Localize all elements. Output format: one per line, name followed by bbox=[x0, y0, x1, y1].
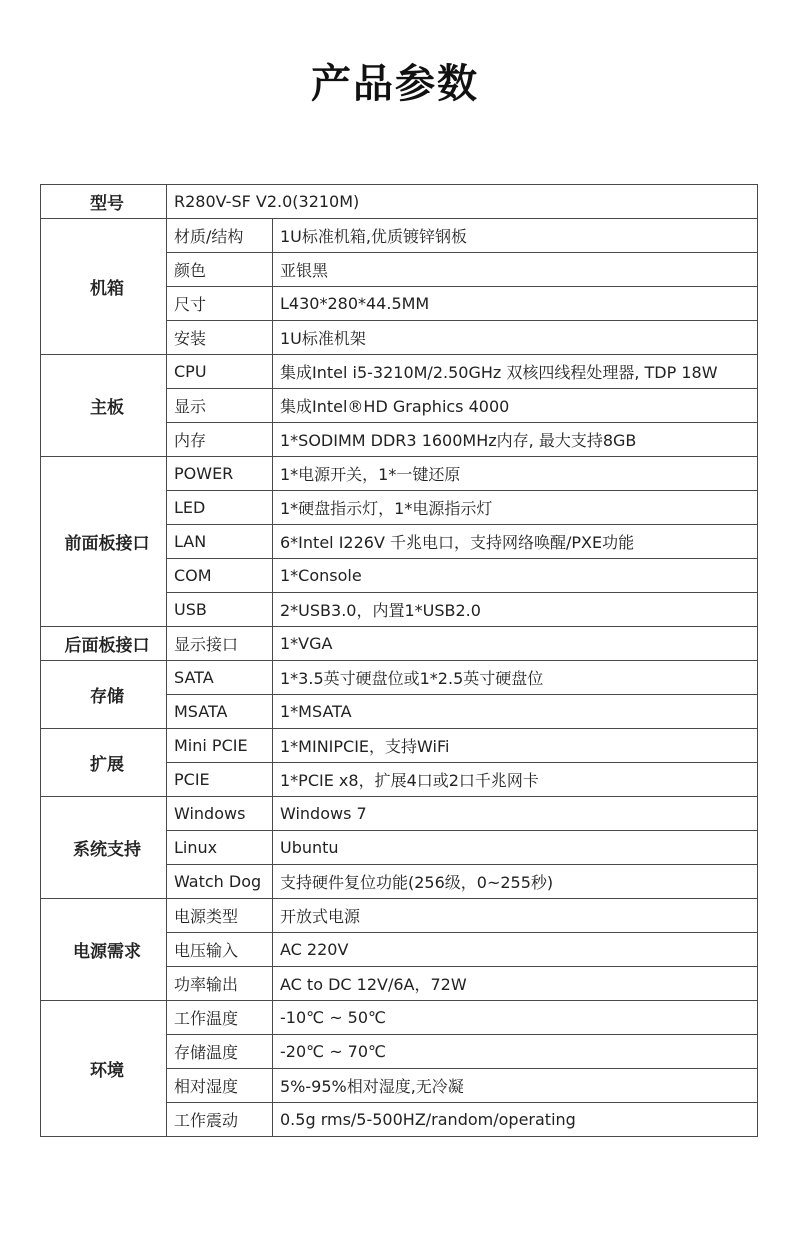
spec-key: MSATA bbox=[167, 695, 273, 729]
spec-row bbox=[41, 797, 758, 831]
spec-value: 1*MINIPCIE，支持WiFi bbox=[273, 729, 758, 763]
spec-key: USB bbox=[167, 593, 273, 627]
spec-row bbox=[41, 899, 758, 933]
spec-key: CPU bbox=[167, 355, 273, 389]
spec-value: 1*电源开关，1*一键还原 bbox=[273, 457, 758, 491]
page-title: 产品参数 bbox=[311, 61, 479, 107]
spec-key: LED bbox=[167, 491, 273, 525]
spec-value: 1*MSATA bbox=[273, 695, 758, 729]
spec-key: 相对湿度 bbox=[167, 1069, 273, 1103]
spec-key: 显示 bbox=[167, 389, 273, 423]
spec-value: 1*VGA bbox=[273, 627, 758, 661]
spec-value: 1U标准机箱,优质镀锌钢板 bbox=[273, 219, 758, 253]
spec-key: POWER bbox=[167, 457, 273, 491]
spec-value: L430*280*44.5MM bbox=[273, 287, 758, 321]
spec-value: AC 220V bbox=[273, 933, 758, 967]
model-label: 型号 bbox=[41, 185, 167, 219]
spec-key: 工作温度 bbox=[167, 1001, 273, 1035]
spec-value: 0.5g rms/5-500HZ/random/operating bbox=[273, 1103, 758, 1137]
spec-value: 1*硬盘指示灯，1*电源指示灯 bbox=[273, 491, 758, 525]
model-value: R280V-SF V2.0(3210M) bbox=[167, 185, 758, 219]
group-label: 电源需求 bbox=[41, 899, 167, 1001]
spec-key: 电压输入 bbox=[167, 933, 273, 967]
group-label: 扩展 bbox=[41, 729, 167, 797]
group-label: 主板 bbox=[41, 355, 167, 457]
spec-key: 安装 bbox=[167, 321, 273, 355]
group-label: 后面板接口 bbox=[41, 627, 167, 661]
spec-value: -20℃ ~ 70℃ bbox=[273, 1035, 758, 1069]
spec-value: Ubuntu bbox=[273, 831, 758, 865]
group-label: 前面板接口 bbox=[41, 457, 167, 627]
spec-key: 内存 bbox=[167, 423, 273, 457]
spec-key: PCIE bbox=[167, 763, 273, 797]
spec-row bbox=[41, 661, 758, 695]
spec-row bbox=[41, 1001, 758, 1035]
spec-key: Mini PCIE bbox=[167, 729, 273, 763]
spec-key: 存储温度 bbox=[167, 1035, 273, 1069]
spec-key: Linux bbox=[167, 831, 273, 865]
spec-value: 1*3.5英寸硬盘位或1*2.5英寸硬盘位 bbox=[273, 661, 758, 695]
spec-key: Watch Dog bbox=[167, 865, 273, 899]
spec-key: 尺寸 bbox=[167, 287, 273, 321]
spec-value: 1*PCIE x8，扩展4口或2口千兆网卡 bbox=[273, 763, 758, 797]
spec-table bbox=[40, 184, 758, 1137]
spec-value: 集成Intel i5-3210M/2.50GHz 双核四线程处理器, TDP 18W bbox=[273, 355, 758, 389]
spec-row bbox=[41, 219, 758, 253]
spec-key: 材质/结构 bbox=[167, 219, 273, 253]
spec-key: Windows bbox=[167, 797, 273, 831]
spec-value: 5%-95%相对湿度,无冷凝 bbox=[273, 1069, 758, 1103]
group-label: 机箱 bbox=[41, 219, 167, 355]
group-label: 环境 bbox=[41, 1001, 167, 1137]
spec-row bbox=[41, 457, 758, 491]
spec-key: 电源类型 bbox=[167, 899, 273, 933]
spec-key: LAN bbox=[167, 525, 273, 559]
spec-key: 工作震动 bbox=[167, 1103, 273, 1137]
group-label: 存储 bbox=[41, 661, 167, 729]
spec-key: COM bbox=[167, 559, 273, 593]
spec-row bbox=[41, 627, 758, 661]
spec-key: 显示接口 bbox=[167, 627, 273, 661]
spec-value: 1*Console bbox=[273, 559, 758, 593]
spec-value: 6*Intel I226V 千兆电口，支持网络唤醒/PXE功能 bbox=[273, 525, 758, 559]
spec-key: 功率输出 bbox=[167, 967, 273, 1001]
spec-key: 颜色 bbox=[167, 253, 273, 287]
spec-value: Windows 7 bbox=[273, 797, 758, 831]
spec-row bbox=[41, 355, 758, 389]
spec-row bbox=[41, 729, 758, 763]
spec-value: -10℃ ~ 50℃ bbox=[273, 1001, 758, 1035]
spec-value: 1*SODIMM DDR3 1600MHz内存, 最大支持8GB bbox=[273, 423, 758, 457]
spec-value: 2*USB3.0，内置1*USB2.0 bbox=[273, 593, 758, 627]
spec-value: 1U标准机架 bbox=[273, 321, 758, 355]
spec-key: SATA bbox=[167, 661, 273, 695]
spec-value: 开放式电源 bbox=[273, 899, 758, 933]
spec-value: 集成Intel®HD Graphics 4000 bbox=[273, 389, 758, 423]
model-row bbox=[41, 185, 758, 219]
spec-value: 亚银黑 bbox=[273, 253, 758, 287]
spec-value: AC to DC 12V/6A，72W bbox=[273, 967, 758, 1001]
spec-value: 支持硬件复位功能(256级，0~255秒) bbox=[273, 865, 758, 899]
group-label: 系统支持 bbox=[41, 797, 167, 899]
